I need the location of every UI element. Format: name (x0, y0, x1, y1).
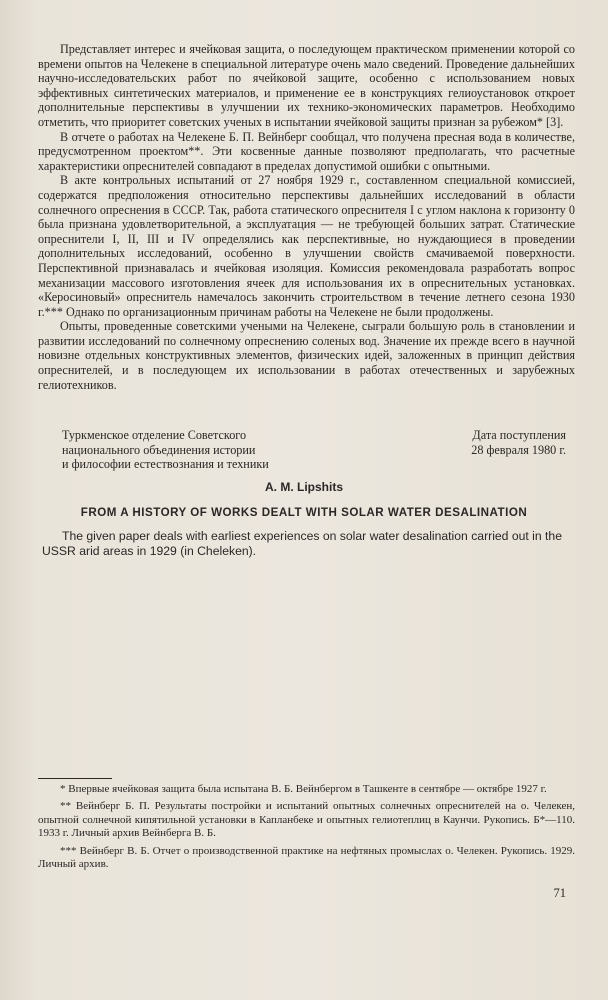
english-title: FROM A HISTORY OF WORKS DEALT WITH SOLAR WATER DESALINATION (80, 506, 528, 519)
paragraph: В отчете о работах на Челекене Б. П. Вейнберг сообщал, что получена пресная вода в количестве, предусмотренном проектом**. Эти косвенные данные позволяют предполагать, что расчетные характеристики опреснителей совпадают в пределах допустимой ошибки с опытными. (38, 129, 575, 173)
date-value: 28 февраля 1980 г. (471, 442, 566, 457)
footnote: * Впервые ячейковая защита была испытана В. Б. Вейнбергом в Ташкенте в сентябре — октябре 1927 г. (60, 783, 547, 795)
paragraph: Представляет интерес и ячейковая защита, о последующем практическом применении которой со времени опытов на Челекене в специальной литературе очень мало сведений. Проведение дальнейших научно-исследовательских работ по ячейковой защите, особенно с использованием новых эффективных синтетических материалов, и применение ее в конструкциях гелиоустановок откроет дополнительные перспективы в улучшении их технико-экономических параметров. Необходимо отметить, что приоритет советских ученых в испытании ячейковой защиты признан за рубежом* [3]. (38, 42, 575, 129)
footnote-divider (38, 778, 112, 779)
footnotes (38, 783, 575, 875)
footnote: *** Вейнберг В. Б. Отчет о производственной практике на нефтяных промыслах о. Челекен. Рукопись. 1929. Личный архив. (38, 844, 575, 871)
paragraph: Опыты, проведенные советскими учеными на Челекене, сыграли большую роль в становлении и развитии исследований по солнечному опреснению соленых вод. Значение их прежде всего в научной новизне отдельных конструктивных элементов, физических идей, заложенных в принцип действия опреснителей, и в последующем их использовании в работах отечественных и зарубежных гелиотехников. (38, 319, 575, 392)
affiliation (62, 428, 269, 472)
english-abstract: The given paper deals with earliest experiences on solar water desalination carried out in the USSR arid areas in 1929 (in Cheleken). (42, 529, 562, 558)
paragraph: В акте контрольных испытаний от 27 ноября 1929 г., составленном специальной комиссией, содержатся предположения относительно перспективы дальнейших исследований в области солнечного опреснения в СССР. Так, работа статического опреснителя I с углом наклона к горизонту 0 была признана удовлетворительной, а эксплуатация — не требующей больших затрат. Статические опреснители I, II, III и IV определялись как перспективные, но нуждающиеся в проведении дополнительных исследований, особенно в улучшении свойств смачиваемой поверхности. Перспективной признавалась и ячейковая изоляция. Комиссия рекомендовала разработать вопрос механизации массового изготовления ячеек для использования их в опреснительных установках. «Керосиновый» опреснитель намечалось закончить строительством в течение летнего сезона 1930 г.*** Однако по организационным причинам работы на Челекене не были продолжены. (38, 173, 575, 319)
page-number: 71 (553, 886, 566, 900)
author-name: A. M. Lipshits (265, 480, 343, 494)
date-label: Дата поступления (472, 428, 566, 442)
affiliation-line: национального объединения истории (62, 442, 256, 457)
receipt-date (471, 428, 566, 457)
footnote: ** Вейнберг Б. П. Результаты постройки и испытаний опытных солнечных опреснителей на о. Челекен, опытной солнечной кипятильной установки в Капланбеке и опытных гелиотеплиц в Каунчи. Рукопись. Б*—110. 1933 г. Личный архив Вейнберга В. Б. (38, 800, 575, 840)
main-text (38, 42, 575, 392)
affiliation-line: Туркменское отделение Советского (62, 428, 247, 442)
affiliation-line: и философии естествознания и техники (62, 457, 269, 472)
